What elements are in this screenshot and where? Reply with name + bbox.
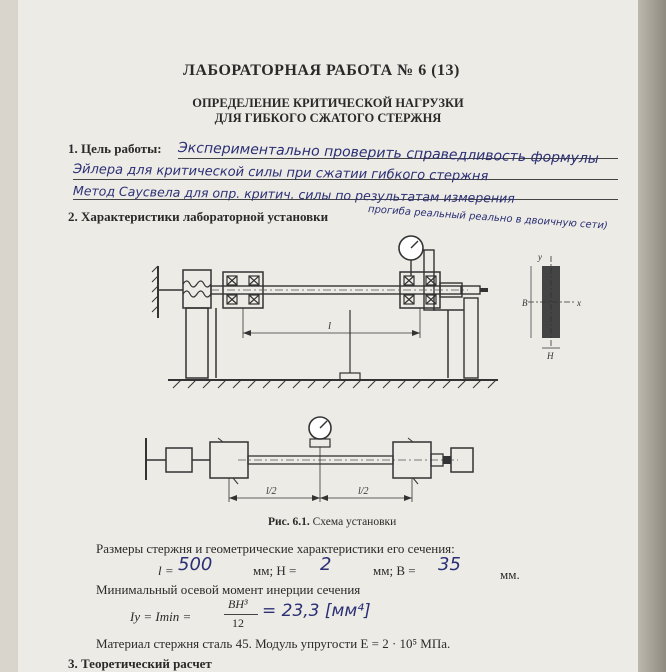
section-1-label: 1. Цель работы: bbox=[68, 141, 162, 156]
section-y-label: y bbox=[538, 252, 542, 262]
inertia-handwritten-result: = 23,3 [мм⁴] bbox=[262, 601, 371, 621]
figure-caption bbox=[268, 516, 396, 528]
dim-H-value: 2 bbox=[320, 554, 332, 575]
figure-caption-number: Рис. 6.1. bbox=[268, 516, 310, 528]
section-x-label: x bbox=[577, 298, 581, 308]
page-title: ЛАБОРАТОРНАЯ РАБОТА № 6 (13) bbox=[183, 62, 460, 79]
handwritten-goal-line-4: прогиба реальный реально в двоичную сети) bbox=[367, 204, 609, 232]
inertia-intro: Минимальный осевой момент инерции сечения bbox=[96, 582, 361, 597]
binding-edge bbox=[638, 0, 666, 672]
handwritten-goal-line-2: Эйлера для критической силы при сжатии гибкого стержня bbox=[72, 162, 489, 185]
inertia-formula-lhs: Iy = Imin = bbox=[130, 609, 192, 624]
section-B-label: B bbox=[522, 298, 528, 308]
inertia-numerator: BH³ bbox=[228, 597, 248, 611]
section-2-label: 2. Характеристики лабораторной установки bbox=[68, 209, 329, 224]
dim-half-right-label: l/2 bbox=[358, 486, 369, 497]
setup-side-view bbox=[128, 228, 598, 396]
material-line: Материал стержня сталь 45. Модуль упругости E = 2 · 10⁵ МПа. bbox=[96, 636, 451, 651]
figure-caption-text: Схема установки bbox=[312, 516, 397, 528]
dim-l-field-label: l = bbox=[158, 563, 174, 578]
work-subtitle bbox=[18, 96, 638, 126]
dim-l-value: 500 bbox=[178, 554, 213, 575]
fraction-bar bbox=[224, 614, 258, 615]
section-3-label: 3. Теоретический расчет bbox=[68, 656, 212, 671]
dim-unit-3: мм. bbox=[500, 567, 520, 582]
subtitle-line-1: ОПРЕДЕЛЕНИЕ КРИТИЧЕСКОЙ НАГРУЗКИ bbox=[192, 96, 464, 110]
dim-half-left-label: l/2 bbox=[266, 486, 277, 497]
subtitle-line-2: ДЛЯ ГИБКОГО СЖАТОГО СТЕРЖНЯ bbox=[214, 111, 442, 125]
dim-B-value: 35 bbox=[438, 554, 461, 575]
handwritten-goal-line-3: Метод Саусвела для опр. критич. силы по результатам измерения bbox=[72, 183, 515, 206]
dims-intro: Размеры стержня и геометрические характеристики его сечения: bbox=[96, 541, 455, 556]
document-page bbox=[18, 0, 638, 672]
dim-unit-2: мм; B = bbox=[373, 563, 416, 578]
dim-unit-1: мм; H = bbox=[253, 563, 297, 578]
section-H-label: H bbox=[547, 351, 554, 361]
dim-l-label: l bbox=[328, 320, 332, 332]
handwritten-goal-line-1: Экспериментально проверить справедливость формулы bbox=[177, 140, 600, 168]
inertia-denominator: 12 bbox=[232, 616, 244, 630]
setup-top-view bbox=[128, 410, 488, 510]
